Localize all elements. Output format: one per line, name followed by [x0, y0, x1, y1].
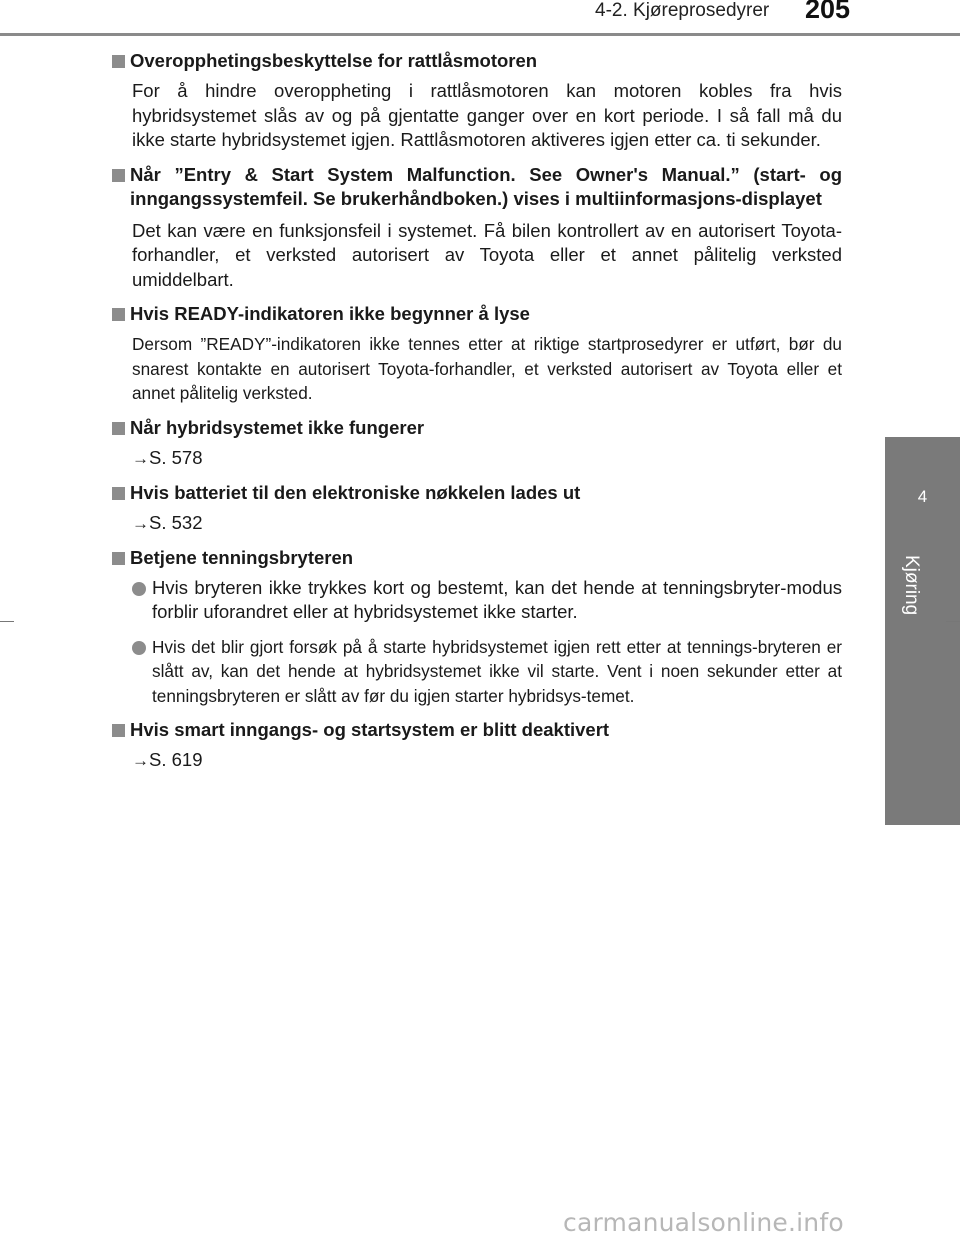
- list-item: [110, 576, 842, 625]
- page-reference-text[interactable]: S. 619: [149, 749, 203, 770]
- list-item-text: Hvis bryteren ikke trykkes kort og bestemt, kan det hende at tenningsbryter-modus forblir uforandret eller at hybridsystemet ikke starter.: [152, 576, 842, 622]
- arrow-right-icon: →: [132, 513, 149, 533]
- section-heading: [110, 49, 842, 73]
- square-bullet-icon: [112, 422, 125, 435]
- watermark-text: carmanualsonline.info: [563, 1208, 844, 1237]
- section-heading: [110, 718, 842, 742]
- section-heading-text: Betjene tenningsbryteren: [130, 546, 354, 568]
- circle-bullet-icon: [132, 582, 146, 596]
- section-heading-text: Hvis batteriet til den elektroniske nøkkelen lades ut: [130, 481, 581, 503]
- section-heading: [110, 163, 842, 211]
- section-smart-entry-deactivated: [110, 718, 842, 773]
- section-heading: [110, 302, 842, 326]
- page-reference[interactable]: [110, 748, 842, 773]
- page-reference[interactable]: [110, 446, 842, 471]
- section-heading-text: Når ”Entry & Start System Malfunction. See Owner's Manual.” (start- og inngangssystemfeil. Se brukerhåndboken.) vises i multiinformasjons-displayet: [130, 163, 842, 209]
- square-bullet-icon: [112, 169, 125, 182]
- section-heading-text: Hvis READY-indikatoren ikke begynner å lyse: [130, 303, 530, 324]
- section-heading-text: Overopphetingsbeskyttelse for rattlåsmotoren: [130, 50, 538, 71]
- section-operate-power-switch: [110, 546, 842, 709]
- crop-mark-right: [946, 621, 960, 622]
- page-reference-text[interactable]: S. 578: [149, 446, 203, 468]
- page-reference-text[interactable]: S. 532: [149, 511, 203, 533]
- square-bullet-icon: [112, 724, 125, 737]
- circle-bullet-icon: [132, 641, 146, 655]
- square-bullet-icon: [112, 55, 125, 68]
- page-reference[interactable]: [110, 511, 842, 536]
- square-bullet-icon: [112, 487, 125, 500]
- section-body: Det kan være en funksjonsfeil i systemet. Få bilen kontrollert av en autorisert Toyota-forhandler, et verksted autorisert av Toyota eller et annet pålitelig verksted umiddelbart.: [132, 219, 842, 290]
- section-heading: [110, 481, 842, 505]
- square-bullet-icon: [112, 552, 125, 565]
- header-section-title: 4-2. Kjøreprosedyrer: [595, 0, 770, 21]
- crop-mark-left: [0, 621, 14, 622]
- section-key-battery: [110, 481, 842, 536]
- page-content: [110, 45, 842, 773]
- section-entry-start-malfunction: [110, 163, 842, 293]
- section-heading-text: Hvis smart inngangs- og startsystem er blitt deaktivert: [130, 719, 610, 740]
- chapter-side-tab: [885, 437, 960, 825]
- chapter-label: Kjøring: [901, 555, 922, 616]
- square-bullet-icon: [112, 308, 125, 321]
- arrow-right-icon: →: [132, 448, 149, 468]
- chapter-number: 4: [917, 487, 928, 506]
- section-hybrid-system-not-working: [110, 416, 842, 471]
- list-item-text: Hvis det blir gjort forsøk på å starte hybridsystemet igjen rett etter at tennings-bryteren er slått av, kan det hende at hybridsystemet ikke vil starte. Vent i noen sekunder etter at tenningsbryteren er slått av før du igjen starter hybridsys-temet.: [152, 636, 842, 706]
- page-number: 205: [805, 0, 851, 24]
- section-heading: [110, 546, 842, 570]
- section-heading: [110, 416, 842, 440]
- section-body: For å hindre overoppheting i rattlåsmotoren kan motoren kobles fra hvis hybridsystemet slås av og på gjentatte ganger over en kort periode. I så fall må du ikke starte hybridsystemet igjen. Rattlåsmotoren aktiveres igjen etter ca. ti sekunder.: [132, 80, 842, 150]
- header-rule: [0, 33, 960, 36]
- section-body: Dersom ”READY”-indikatoren ikke tennes etter at riktige startprosedyrer er utført, bør du snarest kontakte en autorisert Toyota-forhandler, et verksted autorisert av Toyota eller et annet pålitelig verksted.: [132, 334, 842, 403]
- arrow-right-icon: →: [132, 751, 149, 770]
- list-item: [110, 635, 842, 709]
- section-ready-indicator: [110, 302, 842, 406]
- section-heading-text: Når hybridsystemet ikke fungerer: [130, 416, 425, 438]
- section-steering-lock-protection: [110, 49, 842, 153]
